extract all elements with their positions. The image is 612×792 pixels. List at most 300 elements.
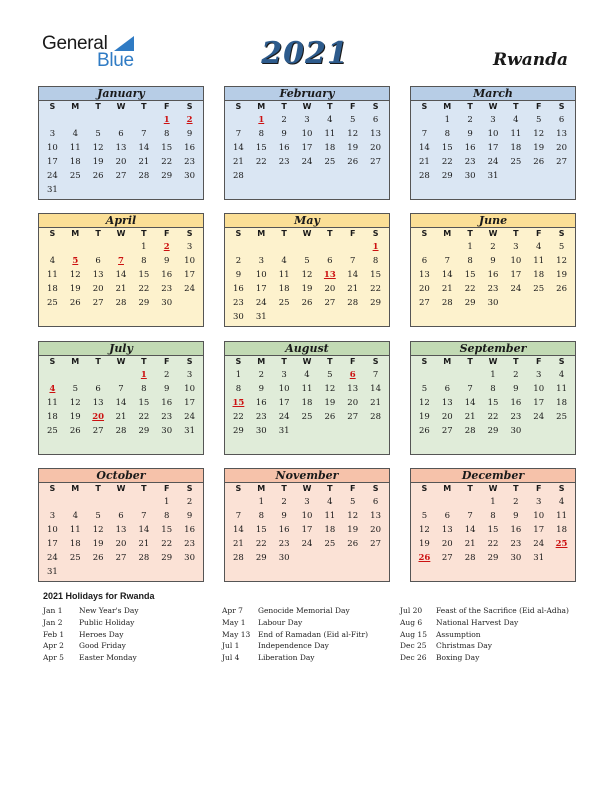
holiday-date: Jan 1: [43, 606, 63, 615]
day-cell: 23: [510, 539, 522, 549]
day-cell: 2: [258, 370, 264, 380]
weekday-label: W: [302, 229, 312, 238]
day-cell: 13: [347, 384, 359, 394]
day-cell: 9: [186, 511, 193, 521]
day-cell: 22: [161, 157, 173, 167]
month-november: [224, 468, 390, 582]
day-cell: 17: [184, 270, 195, 280]
holiday-row: [43, 629, 139, 641]
weekday-header: [225, 483, 389, 495]
day-cell: 25: [324, 157, 336, 167]
day-cell: 13: [370, 129, 381, 139]
day-cell: 11: [533, 256, 545, 266]
month-title: May: [225, 214, 389, 228]
day-cell: 8: [467, 256, 473, 266]
weekday-label: F: [163, 102, 170, 111]
day-cell: 9: [164, 256, 170, 266]
weekday-label: T: [513, 357, 519, 366]
day-cell: 6: [327, 256, 333, 266]
day-cell: 19: [347, 525, 359, 535]
holiday-column: [222, 605, 368, 664]
holiday-date: Aug 6: [400, 617, 423, 627]
day-cell: 5: [536, 115, 542, 125]
day-cell: 5: [421, 384, 428, 394]
day-cell: 11: [47, 270, 58, 280]
day-cell: 24: [510, 284, 522, 294]
day-cell: 23: [184, 539, 195, 549]
day-cell: 19: [301, 284, 313, 294]
day-cell: 8: [141, 256, 147, 266]
weekday-label: F: [535, 357, 542, 366]
weekday-label: S: [235, 484, 242, 493]
day-cell: 22: [370, 284, 381, 294]
day-cell: 30: [184, 553, 195, 563]
day-cell: 27: [441, 426, 453, 436]
day-grid: [411, 368, 575, 438]
day-cell: 10: [255, 270, 267, 280]
day-cell: 10: [184, 256, 195, 266]
day-cell: 16: [278, 525, 290, 535]
day-cell: 4: [327, 497, 333, 507]
empty-cell: [41, 495, 64, 509]
day-cell: 16: [184, 143, 195, 153]
holiday-date: Apr 2: [43, 641, 64, 651]
day-cell: 10: [487, 129, 499, 139]
holiday-date: Apr 5: [43, 653, 64, 663]
holiday-day-cell: 13: [323, 270, 336, 280]
day-cell: 1: [235, 370, 242, 380]
day-cell: 20: [347, 398, 359, 408]
day-cell: 20: [92, 284, 104, 294]
month-june: [410, 213, 576, 327]
day-cell: 7: [444, 256, 450, 266]
weekday-label: M: [71, 484, 80, 493]
weekday-label: T: [95, 102, 101, 111]
day-cell: 12: [533, 129, 545, 139]
holiday-name: End of Ramadan (Eid al-Fitr): [258, 629, 369, 639]
day-cell: 27: [441, 553, 453, 563]
day-cell: 5: [350, 115, 356, 125]
day-cell: 15: [255, 525, 267, 535]
day-cell: 28: [347, 298, 359, 308]
day-cell: 1: [490, 497, 496, 507]
day-cell: 4: [513, 115, 519, 125]
empty-cell: [132, 495, 155, 509]
holiday-row: [222, 629, 368, 641]
day-cell: 27: [324, 298, 336, 308]
day-cell: 30: [161, 298, 173, 308]
day-cell: 30: [510, 426, 522, 436]
day-cell: 30: [510, 553, 522, 563]
weekday-label: T: [281, 102, 287, 111]
day-cell: 11: [556, 511, 567, 521]
day-cell: 11: [278, 270, 290, 280]
weekday-label: M: [71, 229, 80, 238]
day-cell: 25: [324, 539, 336, 549]
day-cell: 10: [184, 384, 195, 394]
weekday-header: [39, 483, 203, 495]
day-cell: 2: [513, 497, 519, 507]
day-cell: 2: [164, 370, 170, 380]
weekday-label: T: [513, 484, 519, 493]
empty-cell: [87, 240, 110, 254]
day-cell: 18: [47, 412, 58, 422]
day-cell: 27: [115, 171, 127, 181]
month-august: [224, 341, 390, 455]
weekday-label: W: [488, 229, 498, 238]
day-cell: 24: [533, 412, 545, 422]
holiday-day-cell: 4: [49, 384, 56, 394]
weekday-label: S: [49, 229, 56, 238]
month-october: [38, 468, 204, 582]
day-cell: 23: [184, 157, 195, 167]
month-april: [38, 213, 204, 327]
day-cell: 6: [95, 384, 101, 394]
holiday-date: Feb 1: [43, 629, 65, 639]
day-grid: [411, 495, 575, 565]
day-cell: 16: [510, 525, 522, 535]
empty-cell: [110, 113, 133, 127]
day-cell: 20: [115, 539, 127, 549]
day-cell: 10: [47, 143, 58, 153]
day-cell: 30: [255, 426, 267, 436]
day-cell: 24: [184, 284, 195, 294]
weekday-label: S: [372, 484, 379, 493]
day-cell: 3: [281, 370, 287, 380]
day-cell: 1: [141, 242, 147, 252]
day-cell: 11: [324, 511, 336, 521]
weekday-label: F: [163, 484, 170, 493]
weekday-label: F: [163, 229, 170, 238]
day-cell: 29: [138, 298, 150, 308]
holiday-row: [400, 629, 569, 641]
empty-cell: [64, 113, 87, 127]
day-cell: 14: [464, 398, 476, 408]
day-cell: 26: [69, 298, 81, 308]
day-cell: 11: [69, 143, 81, 153]
day-cell: 3: [490, 115, 496, 125]
day-cell: 5: [350, 497, 356, 507]
day-cell: 20: [441, 539, 453, 549]
day-cell: 25: [69, 171, 81, 181]
day-cell: 10: [533, 384, 545, 394]
day-cell: 4: [49, 256, 56, 266]
day-cell: 18: [510, 143, 522, 153]
day-cell: 20: [441, 412, 453, 422]
weekday-label: S: [421, 357, 428, 366]
day-cell: 31: [47, 185, 58, 195]
weekday-label: T: [95, 484, 101, 493]
day-cell: 14: [441, 270, 453, 280]
day-cell: 26: [92, 553, 104, 563]
weekday-label: T: [95, 229, 101, 238]
weekday-label: W: [488, 357, 498, 366]
day-cell: 17: [533, 525, 545, 535]
holiday-row: [222, 652, 368, 664]
day-cell: 20: [115, 157, 127, 167]
day-cell: 31: [255, 312, 267, 322]
weekday-label: F: [535, 229, 542, 238]
weekday-label: S: [558, 357, 565, 366]
day-grid: [225, 368, 389, 438]
holiday-name: Good Friday: [79, 641, 126, 651]
month-february: [224, 86, 390, 200]
day-cell: 12: [419, 525, 430, 535]
day-cell: 7: [350, 256, 356, 266]
day-cell: 26: [347, 157, 359, 167]
weekday-label: T: [141, 229, 147, 238]
day-cell: 9: [235, 270, 242, 280]
day-cell: 23: [464, 157, 476, 167]
day-cell: 26: [92, 171, 104, 181]
day-cell: 17: [47, 157, 58, 167]
weekday-label: T: [95, 357, 101, 366]
weekday-label: T: [327, 229, 333, 238]
day-cell: 3: [304, 115, 310, 125]
empty-cell: [132, 113, 155, 127]
day-cell: 12: [301, 270, 313, 280]
day-cell: 31: [487, 171, 499, 181]
day-cell: 20: [370, 143, 381, 153]
day-cell: 8: [141, 384, 147, 394]
day-cell: 19: [69, 284, 81, 294]
weekday-header: [39, 356, 203, 368]
holiday-day-cell: 1: [163, 115, 170, 125]
day-cell: 22: [441, 157, 453, 167]
weekday-label: T: [281, 484, 287, 493]
day-cell: 11: [301, 384, 313, 394]
empty-cell: [413, 113, 436, 127]
weekday-label: T: [467, 229, 473, 238]
day-cell: 17: [487, 143, 499, 153]
day-grid: [39, 240, 203, 310]
weekday-label: S: [558, 102, 565, 111]
weekday-header: [39, 228, 203, 240]
logo-triangle-icon: [114, 36, 134, 51]
day-cell: 12: [347, 511, 359, 521]
holiday-day-cell: 25: [555, 539, 568, 549]
day-cell: 9: [164, 384, 170, 394]
empty-cell: [436, 240, 459, 254]
day-cell: 12: [92, 143, 104, 153]
day-cell: 19: [92, 539, 104, 549]
day-cell: 23: [255, 412, 267, 422]
weekday-label: S: [186, 484, 193, 493]
day-cell: 25: [69, 553, 81, 563]
day-cell: 1: [490, 370, 496, 380]
weekday-header: [411, 483, 575, 495]
day-cell: 22: [487, 412, 499, 422]
day-cell: 14: [115, 270, 127, 280]
day-cell: 18: [69, 157, 81, 167]
holiday-day-cell: 2: [163, 242, 170, 252]
holiday-day-cell: 5: [72, 256, 79, 266]
weekday-label: T: [467, 484, 473, 493]
day-cell: 3: [304, 497, 310, 507]
day-cell: 31: [278, 426, 290, 436]
day-cell: 7: [421, 129, 428, 139]
month-title: October: [39, 469, 203, 483]
day-cell: 9: [258, 384, 264, 394]
weekday-label: T: [327, 484, 333, 493]
day-cell: 8: [490, 511, 496, 521]
day-cell: 24: [301, 157, 313, 167]
day-cell: 8: [372, 256, 379, 266]
day-cell: 26: [419, 426, 430, 436]
holiday-date: Jul 1: [222, 641, 240, 651]
day-cell: 29: [487, 553, 499, 563]
day-cell: 19: [324, 398, 336, 408]
day-cell: 11: [47, 398, 58, 408]
holiday-day-cell: 1: [258, 115, 265, 125]
day-cell: 12: [92, 525, 104, 535]
empty-cell: [41, 240, 64, 254]
day-cell: 24: [301, 539, 313, 549]
day-cell: 7: [141, 129, 147, 139]
day-grid: [39, 368, 203, 438]
day-cell: 1: [444, 115, 450, 125]
day-cell: 28: [464, 426, 476, 436]
weekday-label: W: [488, 484, 498, 493]
day-cell: 25: [278, 298, 290, 308]
day-cell: 30: [161, 426, 173, 436]
month-title: January: [39, 87, 203, 101]
holiday-name: Boxing Day: [436, 653, 480, 663]
day-cell: 3: [258, 256, 264, 266]
holiday-date: May 13: [222, 629, 251, 639]
day-cell: 10: [301, 129, 313, 139]
day-cell: 15: [487, 525, 499, 535]
day-cell: 19: [533, 143, 545, 153]
day-cell: 28: [233, 553, 244, 563]
day-cell: 25: [510, 157, 522, 167]
empty-cell: [459, 495, 482, 509]
day-cell: 18: [556, 525, 567, 535]
day-cell: 1: [258, 497, 264, 507]
day-grid: [225, 113, 389, 183]
weekday-label: W: [116, 357, 126, 366]
day-cell: 8: [164, 129, 170, 139]
empty-cell: [227, 113, 250, 127]
day-cell: 19: [69, 412, 81, 422]
holiday-row: [400, 617, 569, 629]
holiday-date: May 1: [222, 617, 246, 627]
day-cell: 9: [186, 129, 193, 139]
day-cell: 28: [464, 553, 476, 563]
day-cell: 29: [161, 553, 173, 563]
day-cell: 27: [370, 157, 381, 167]
day-cell: 9: [513, 384, 519, 394]
day-cell: 23: [278, 157, 290, 167]
empty-cell: [64, 368, 87, 382]
day-cell: 25: [47, 426, 58, 436]
holiday-name: Public Holiday: [79, 617, 135, 627]
day-grid: [411, 240, 575, 310]
day-cell: 1: [467, 242, 473, 252]
day-cell: 7: [467, 511, 473, 521]
holiday-date: Apr 7: [222, 606, 243, 615]
day-cell: 21: [233, 157, 244, 167]
empty-cell: [110, 495, 133, 509]
weekday-header: [411, 356, 575, 368]
day-cell: 2: [490, 242, 496, 252]
day-cell: 3: [49, 129, 56, 139]
day-cell: 2: [235, 256, 242, 266]
day-cell: 31: [184, 426, 195, 436]
holiday-row: [222, 640, 368, 652]
day-cell: 11: [324, 129, 336, 139]
empty-cell: [318, 240, 341, 254]
weekday-header: [39, 101, 203, 113]
weekday-label: M: [257, 229, 266, 238]
day-cell: 22: [487, 539, 499, 549]
holiday-row: [43, 640, 139, 652]
day-cell: 16: [161, 398, 173, 408]
holiday-day-cell: 1: [372, 242, 379, 252]
holiday-name: Easter Monday: [79, 653, 137, 663]
month-may: [224, 213, 390, 327]
day-grid: [225, 240, 389, 324]
day-cell: 28: [370, 412, 381, 422]
day-cell: 16: [184, 525, 195, 535]
day-cell: 26: [347, 539, 359, 549]
holiday-day-cell: 1: [140, 370, 147, 380]
weekday-label: M: [71, 102, 80, 111]
empty-cell: [227, 495, 250, 509]
empty-cell: [64, 240, 87, 254]
day-cell: 9: [281, 511, 287, 521]
day-cell: 13: [115, 143, 127, 153]
day-cell: 11: [69, 525, 81, 535]
day-cell: 12: [324, 384, 336, 394]
weekday-label: S: [421, 102, 428, 111]
holiday-row: [222, 605, 368, 617]
day-cell: 16: [255, 398, 267, 408]
logo-general-text: General: [42, 33, 108, 54]
day-cell: 22: [464, 284, 476, 294]
day-cell: 15: [464, 270, 476, 280]
weekday-label: W: [488, 102, 498, 111]
day-cell: 4: [536, 242, 542, 252]
day-cell: 18: [324, 525, 336, 535]
day-cell: 12: [69, 398, 81, 408]
weekday-label: S: [421, 229, 428, 238]
day-cell: 6: [444, 384, 450, 394]
weekday-label: T: [467, 357, 473, 366]
day-cell: 15: [370, 270, 381, 280]
day-cell: 27: [347, 412, 359, 422]
day-cell: 20: [370, 525, 381, 535]
weekday-label: S: [421, 484, 428, 493]
weekday-label: T: [281, 229, 287, 238]
day-cell: 21: [347, 284, 359, 294]
weekday-label: T: [281, 357, 287, 366]
weekday-label: M: [257, 484, 266, 493]
weekday-label: M: [443, 357, 452, 366]
weekday-label: F: [349, 229, 356, 238]
day-cell: 29: [487, 426, 499, 436]
empty-cell: [459, 368, 482, 382]
empty-cell: [87, 495, 110, 509]
day-cell: 5: [558, 242, 565, 252]
day-cell: 16: [464, 143, 476, 153]
day-cell: 7: [235, 511, 242, 521]
day-cell: 15: [161, 143, 173, 153]
weekday-label: S: [372, 357, 379, 366]
empty-cell: [413, 368, 436, 382]
day-cell: 6: [372, 115, 379, 125]
day-cell: 13: [419, 270, 430, 280]
